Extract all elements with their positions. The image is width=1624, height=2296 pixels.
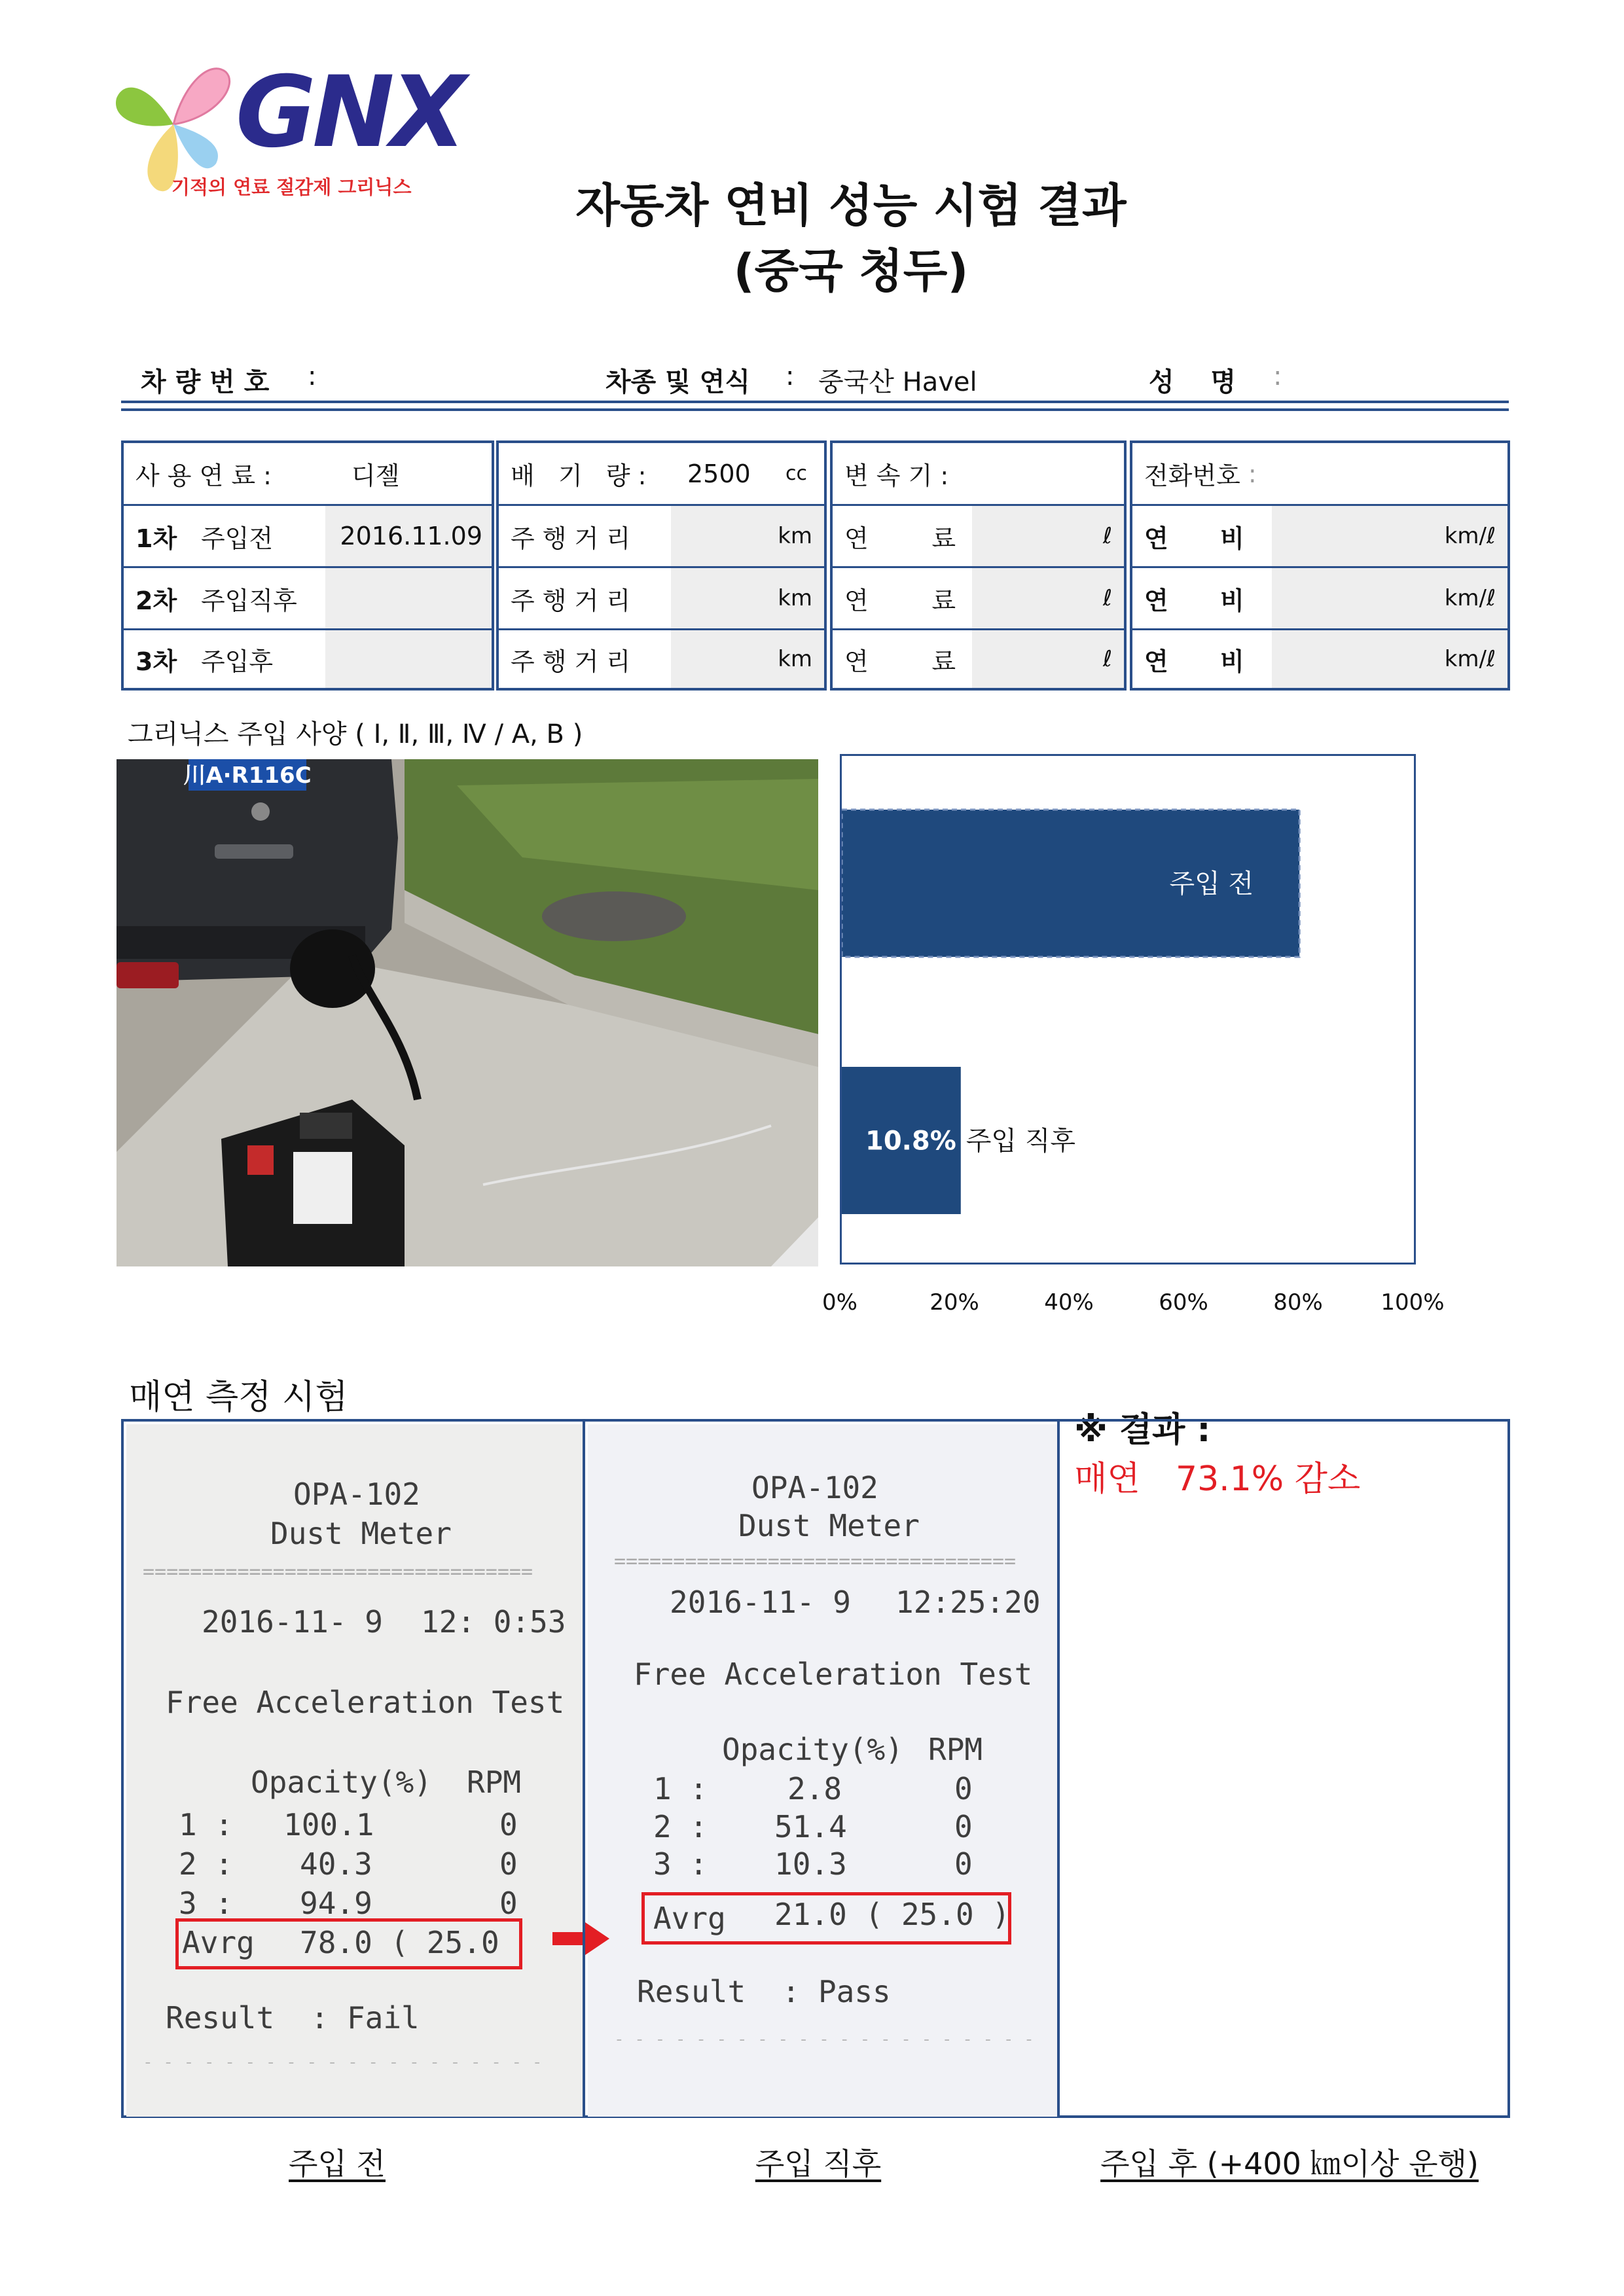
efficiency-table	[1130, 440, 1510, 691]
fuel-value: 디젤	[352, 461, 400, 490]
fuel-amount-unit: ℓ	[972, 506, 1124, 566]
receipt-col-rpm: RPM	[467, 1765, 522, 1800]
fuel-amount-label: 연 료	[844, 586, 956, 615]
distance-row	[499, 506, 824, 568]
name-label: 성 명	[1149, 367, 1236, 397]
displacement-value: 2500	[687, 459, 751, 488]
name-colon: :	[1273, 361, 1282, 391]
receipt-avg-label: Avrg	[653, 1901, 726, 1936]
receipt-row-opacity: 2.8	[787, 1771, 842, 1806]
result-value: 73.1% 감소	[1176, 1460, 1361, 1499]
efficiency-unit: km/ℓ	[1272, 506, 1507, 566]
receipt-result: Result : Fail	[166, 2000, 420, 2036]
stage-row	[124, 568, 492, 630]
receipt-col-opacity: Opacity(%)	[722, 1732, 903, 1767]
distance-row	[499, 630, 824, 688]
smoke-test-title: 매연 측정 시험	[129, 1378, 348, 1417]
smoke-receipts-panel	[121, 1419, 1510, 2118]
efficiency-row	[1132, 630, 1507, 688]
distance-label: 주 행 거 리	[511, 586, 631, 615]
receipt-row-index: 3 :	[179, 1886, 234, 1921]
stage-row	[124, 506, 492, 568]
receipt-row-opacity: 51.4	[774, 1809, 847, 1844]
stage-date	[325, 568, 492, 628]
stage-table	[121, 440, 494, 691]
model-value: 중국산 Havel	[818, 367, 977, 397]
phone-colon: :	[1248, 459, 1257, 488]
distance-label: 주 행 거 리	[511, 524, 631, 553]
phone-label: 전화번호	[1144, 461, 1240, 490]
displacement-label: 배 기 량 :	[511, 461, 647, 490]
model-label: 차종 및 연식	[605, 367, 751, 397]
caption-before: 주입 전	[289, 2146, 386, 2181]
caption-right-after: 주입 직후	[755, 2146, 882, 2181]
receipt-device: Dust Meter	[270, 1516, 452, 1551]
stage-phase: 주입직후	[201, 586, 297, 615]
receipt-row-index: 3 :	[653, 1846, 708, 1882]
page-title: 자동차 연비 성능 시험 결과	[575, 179, 1127, 232]
distance-unit: km	[671, 630, 824, 688]
stage-date	[325, 630, 492, 688]
fuel-table	[830, 440, 1127, 691]
receipt-avg-label: Avrg	[182, 1925, 255, 1960]
page-subtitle: (중국 청두)	[733, 244, 969, 298]
transmission-label: 변 속 기 :	[844, 461, 949, 490]
caption-after-driving: 주입 후 (+400 ㎞이상 운행)	[1100, 2146, 1479, 2181]
efficiency-chart	[840, 754, 1416, 1265]
fuel-amount-label: 연 료	[844, 524, 956, 553]
receipt-row-opacity: 10.3	[774, 1846, 847, 1882]
chart-x-tick: 40%	[1044, 1289, 1094, 1316]
chart-category-label: 주입 직후	[965, 1126, 1076, 1157]
receipt-row-index: 2 :	[179, 1846, 234, 1882]
distance-table	[496, 440, 827, 691]
stage-number: 2차	[135, 586, 177, 615]
stage-phase: 주입후	[201, 647, 274, 676]
distance-label: 주 행 거 리	[511, 647, 631, 676]
plate-colon: :	[308, 361, 317, 391]
receipt-device: Dust Meter	[738, 1508, 920, 1543]
receipt-test: Free Acceleration Test	[634, 1657, 1033, 1692]
fuel-row	[124, 443, 492, 506]
plate-label: 차 량 번 호	[141, 367, 270, 397]
chart-x-tick: 20%	[929, 1289, 979, 1316]
efficiency-label: 연 비	[1144, 524, 1244, 553]
efficiency-row	[1132, 568, 1507, 630]
logo-wordmark: GNX	[236, 56, 463, 170]
chart-data-label: 10.8%	[865, 1126, 956, 1157]
fuel-amount-row	[833, 506, 1124, 568]
stage-phase: 주입전	[201, 524, 274, 553]
header-rule	[121, 408, 1509, 411]
receipt-col-rpm: RPM	[928, 1732, 983, 1767]
receipt-row-opacity: 94.9	[300, 1886, 372, 1921]
receipt-row-rpm: 0	[954, 1771, 973, 1806]
receipt-after: OPA-102 Dust Meter ================================== 2016-11- 9 12:25:20 Free Acceleration Test Opacity(%) RPM 1 : 2.8 0 2 : 51.4 0 3 : 10.3 0 Avrg 21.0 ( 25.0 ) Result : Pass - - - - - - - - - - - - - - - - - - - - -	[588, 1424, 1057, 2117]
fuel-amount-label: 연 료	[844, 647, 956, 676]
displacement-unit: cc	[785, 462, 807, 485]
chart-category-label: 주입 전	[1169, 869, 1254, 899]
efficiency-label: 연 비	[1144, 647, 1244, 676]
distance-row	[499, 568, 824, 630]
receipt-row-index: 1 :	[179, 1807, 234, 1842]
result-item: 매연	[1074, 1460, 1140, 1499]
receipt-row-rpm: 0	[954, 1846, 973, 1882]
receipt-test: Free Acceleration Test	[166, 1685, 565, 1720]
header-rule	[121, 401, 1509, 403]
receipt-result: Result : Pass	[637, 1974, 891, 2009]
fuel-amount-row	[833, 568, 1124, 630]
efficiency-label: 연 비	[1144, 586, 1244, 615]
phone-row	[1132, 443, 1507, 506]
fuel-label: 사 용 연 료 :	[135, 461, 272, 490]
license-plate: 川A·R116C	[183, 762, 312, 789]
chart-x-tick: 80%	[1273, 1289, 1323, 1316]
result-prefix: ※ 결과 :	[1074, 1410, 1211, 1450]
fuel-amount-row	[833, 630, 1124, 688]
chart-x-tick: 0%	[822, 1289, 857, 1316]
panel-divider	[583, 1422, 585, 2115]
arrow-right-icon	[549, 1919, 615, 1958]
receipt-row-rpm: 0	[499, 1846, 518, 1882]
model-colon: :	[785, 361, 795, 391]
panel-divider	[1057, 1422, 1060, 2115]
fuel-amount-unit: ℓ	[972, 568, 1124, 628]
stage-number: 3차	[135, 647, 177, 676]
receipt-row-index: 1 :	[653, 1771, 708, 1806]
receipt-time: 12:25:20	[895, 1585, 1041, 1620]
efficiency-unit: km/ℓ	[1272, 568, 1507, 628]
stage-number: 1차	[135, 524, 177, 553]
chart-plot-area	[842, 756, 1414, 1263]
receipt-date: 2016-11- 9	[202, 1604, 383, 1640]
distance-unit: km	[671, 506, 824, 566]
injection-spec-caption: 그리닉스 주입 사양 ( Ⅰ, Ⅱ, Ⅲ, Ⅳ / A, B )	[128, 719, 583, 749]
transmission-row	[833, 443, 1124, 506]
receipt-row-opacity: 100.1	[283, 1807, 374, 1842]
receipt-avg-value: 78.0 ( 25.0	[300, 1925, 499, 1960]
receipt-row-rpm: 0	[499, 1807, 518, 1842]
receipt-row-rpm: 0	[954, 1809, 973, 1844]
receipt-avg-value: 21.0 ( 25.0 )	[774, 1897, 1011, 1932]
chart-x-tick: 60%	[1159, 1289, 1208, 1316]
receipt-before: OPA-102 Dust Meter ================================= 2016-11- 9 12: 0:53 Free Acceleration Test Opacity(%) RPM 1 : 100.1 0 2 : 40.3 0 3 : 94.9 0 Avrg 78.0 ( 25.0 Result : Fail - - - - - - - - - - - - - - - - - - - -	[126, 1424, 583, 2117]
logo-slogan: 기적의 연료 절감제 그리닉스	[171, 176, 412, 198]
receipt-date: 2016-11- 9	[670, 1585, 851, 1620]
receipt-row-rpm: 0	[499, 1886, 518, 1921]
stage-row	[124, 630, 492, 688]
receipt-model: OPA-102	[293, 1477, 420, 1512]
displacement-row	[499, 443, 824, 506]
stage-date: 2016.11.09	[325, 506, 492, 566]
receipt-col-opacity: Opacity(%)	[251, 1765, 432, 1800]
efficiency-unit: km/ℓ	[1272, 630, 1507, 688]
fuel-amount-unit: ℓ	[972, 630, 1124, 688]
distance-unit: km	[671, 568, 824, 628]
receipt-time: 12: 0:53	[421, 1604, 566, 1640]
receipt-row-index: 2 :	[653, 1809, 708, 1844]
chart-x-tick: 100%	[1380, 1289, 1445, 1316]
vehicle-test-photo	[117, 759, 818, 1266]
receipt-row-opacity: 40.3	[300, 1846, 372, 1882]
receipt-model: OPA-102	[751, 1470, 878, 1505]
efficiency-row	[1132, 506, 1507, 568]
